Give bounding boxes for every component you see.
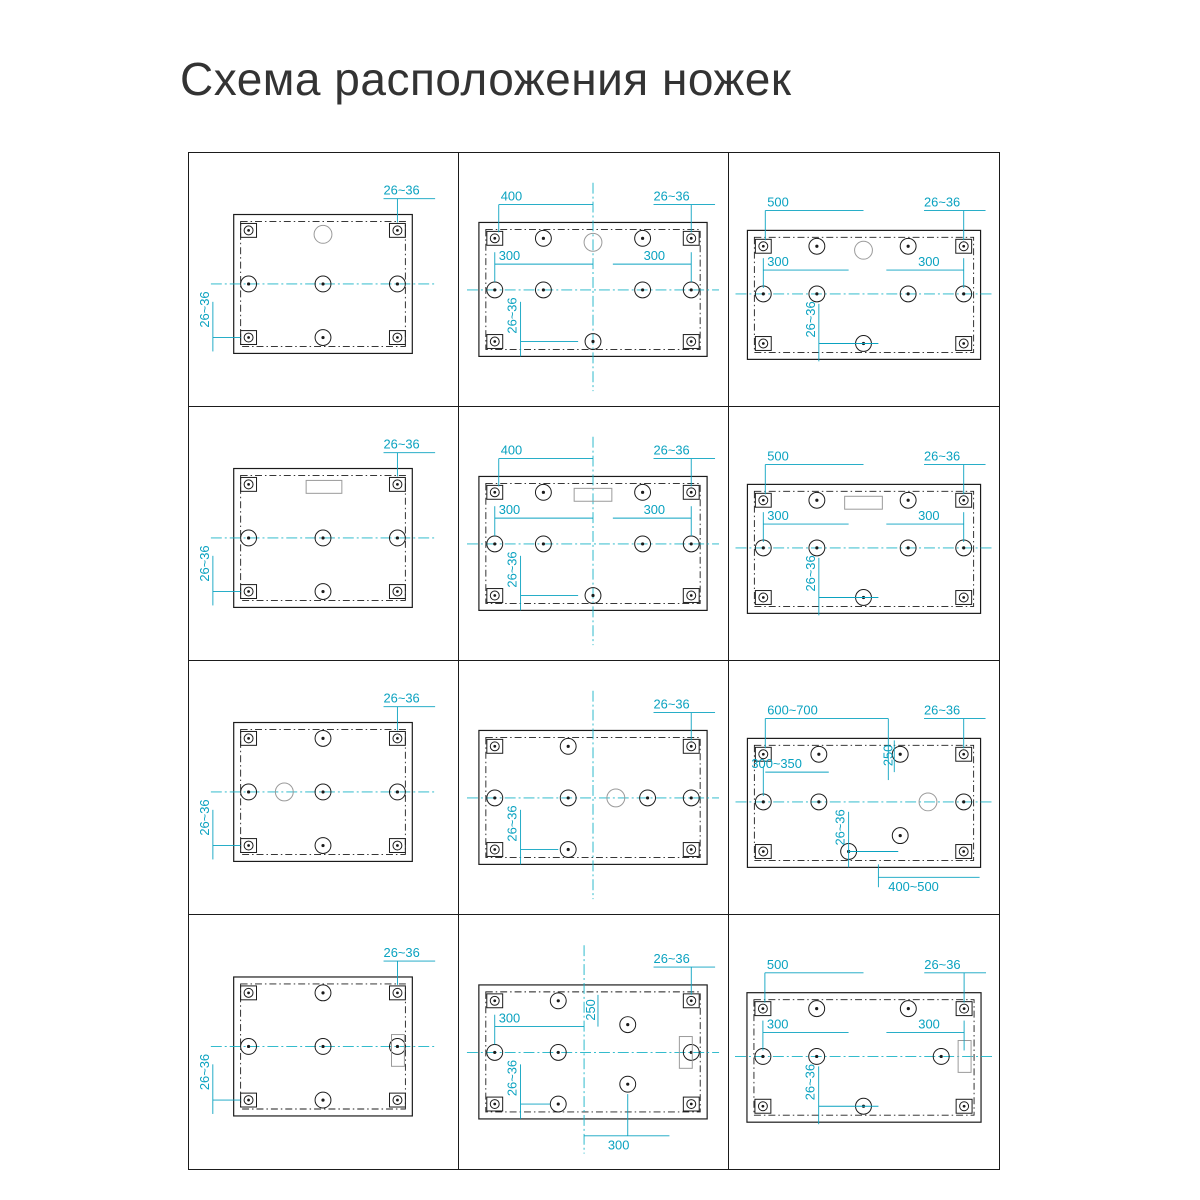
dim-label: 26~36 (196, 1053, 212, 1091)
dim-label: 26~36 (383, 690, 420, 706)
diagram-cell-r1c1[interactable] (189, 153, 459, 407)
dim-label: 300 (918, 254, 940, 270)
dim-label: 300 (918, 508, 940, 524)
dim-label: 300 (918, 1016, 940, 1032)
dim-label: 300 (767, 254, 789, 270)
dim-label: 500 (767, 448, 789, 464)
diagram-cell-r3c3[interactable] (729, 661, 999, 915)
dim-label: 26~36 (383, 182, 420, 198)
diagram-cell-r4c1[interactable] (189, 915, 459, 1169)
page-title: Схема расположения ножек (180, 53, 792, 105)
dim-label: 300 (607, 1137, 630, 1153)
diagram-cell-r2c2[interactable] (459, 407, 729, 661)
dim-label: 26~36 (653, 696, 690, 712)
diagram-cell-r1c2[interactable] (459, 153, 729, 407)
dim-label: 26~36 (924, 448, 961, 464)
dim-label: 300 (498, 1010, 521, 1026)
dim-label: 26~36 (802, 1063, 818, 1101)
dim-label: 26~36 (924, 194, 961, 210)
dim-label: 300 (766, 1016, 789, 1032)
dim-label: 26~36 (383, 945, 420, 961)
dim-label: 250 (880, 744, 896, 767)
dim-label: 300 (643, 502, 666, 518)
diagram-cell-r2c3[interactable] (729, 407, 999, 661)
layout-grid (188, 152, 1000, 1170)
dim-label: 26~36 (653, 442, 690, 458)
dim-label: 400 (500, 188, 523, 204)
dim-label: 26~36 (924, 956, 961, 972)
dim-label: 600~700 (767, 702, 818, 718)
dim-label: 250 (582, 999, 598, 1021)
dim-label: 26~36 (383, 436, 420, 452)
dim-label: 26~36 (504, 1059, 520, 1097)
dim-label: 26~36 (196, 291, 212, 328)
dim-label: 26~36 (504, 551, 520, 588)
dim-label: 400~500 (888, 879, 939, 895)
dim-label: 26~36 (802, 555, 818, 592)
dim-label: 26~36 (196, 545, 212, 582)
diagram-cell-r4c2[interactable] (459, 915, 729, 1169)
dim-label: 26~36 (832, 809, 848, 846)
dim-label: 26~36 (504, 297, 520, 334)
dim-label: 26~36 (196, 799, 212, 836)
dim-label: 300 (498, 502, 521, 518)
dim-label: 26~36 (653, 188, 690, 204)
diagram-cell-r4c3[interactable] (729, 915, 999, 1169)
dim-label: 500 (766, 956, 789, 972)
dim-label: 500 (767, 194, 789, 210)
dim-label: 400 (500, 442, 523, 458)
dim-label: 300 (498, 248, 521, 264)
dim-label: 300 (643, 248, 666, 264)
dim-label: 26~36 (924, 702, 961, 718)
diagram-cell-r3c2[interactable] (459, 661, 729, 915)
diagram-cell-r3c1[interactable] (189, 661, 459, 915)
diagram-cell-r2c1[interactable] (189, 407, 459, 661)
dim-label: 300~350 (751, 756, 802, 772)
dim-label: 26~36 (504, 805, 520, 842)
diagram-cell-r1c3[interactable] (729, 153, 999, 407)
dim-label: 26~36 (653, 951, 690, 967)
dim-label: 300 (767, 508, 789, 524)
dim-label: 26~36 (802, 301, 818, 338)
